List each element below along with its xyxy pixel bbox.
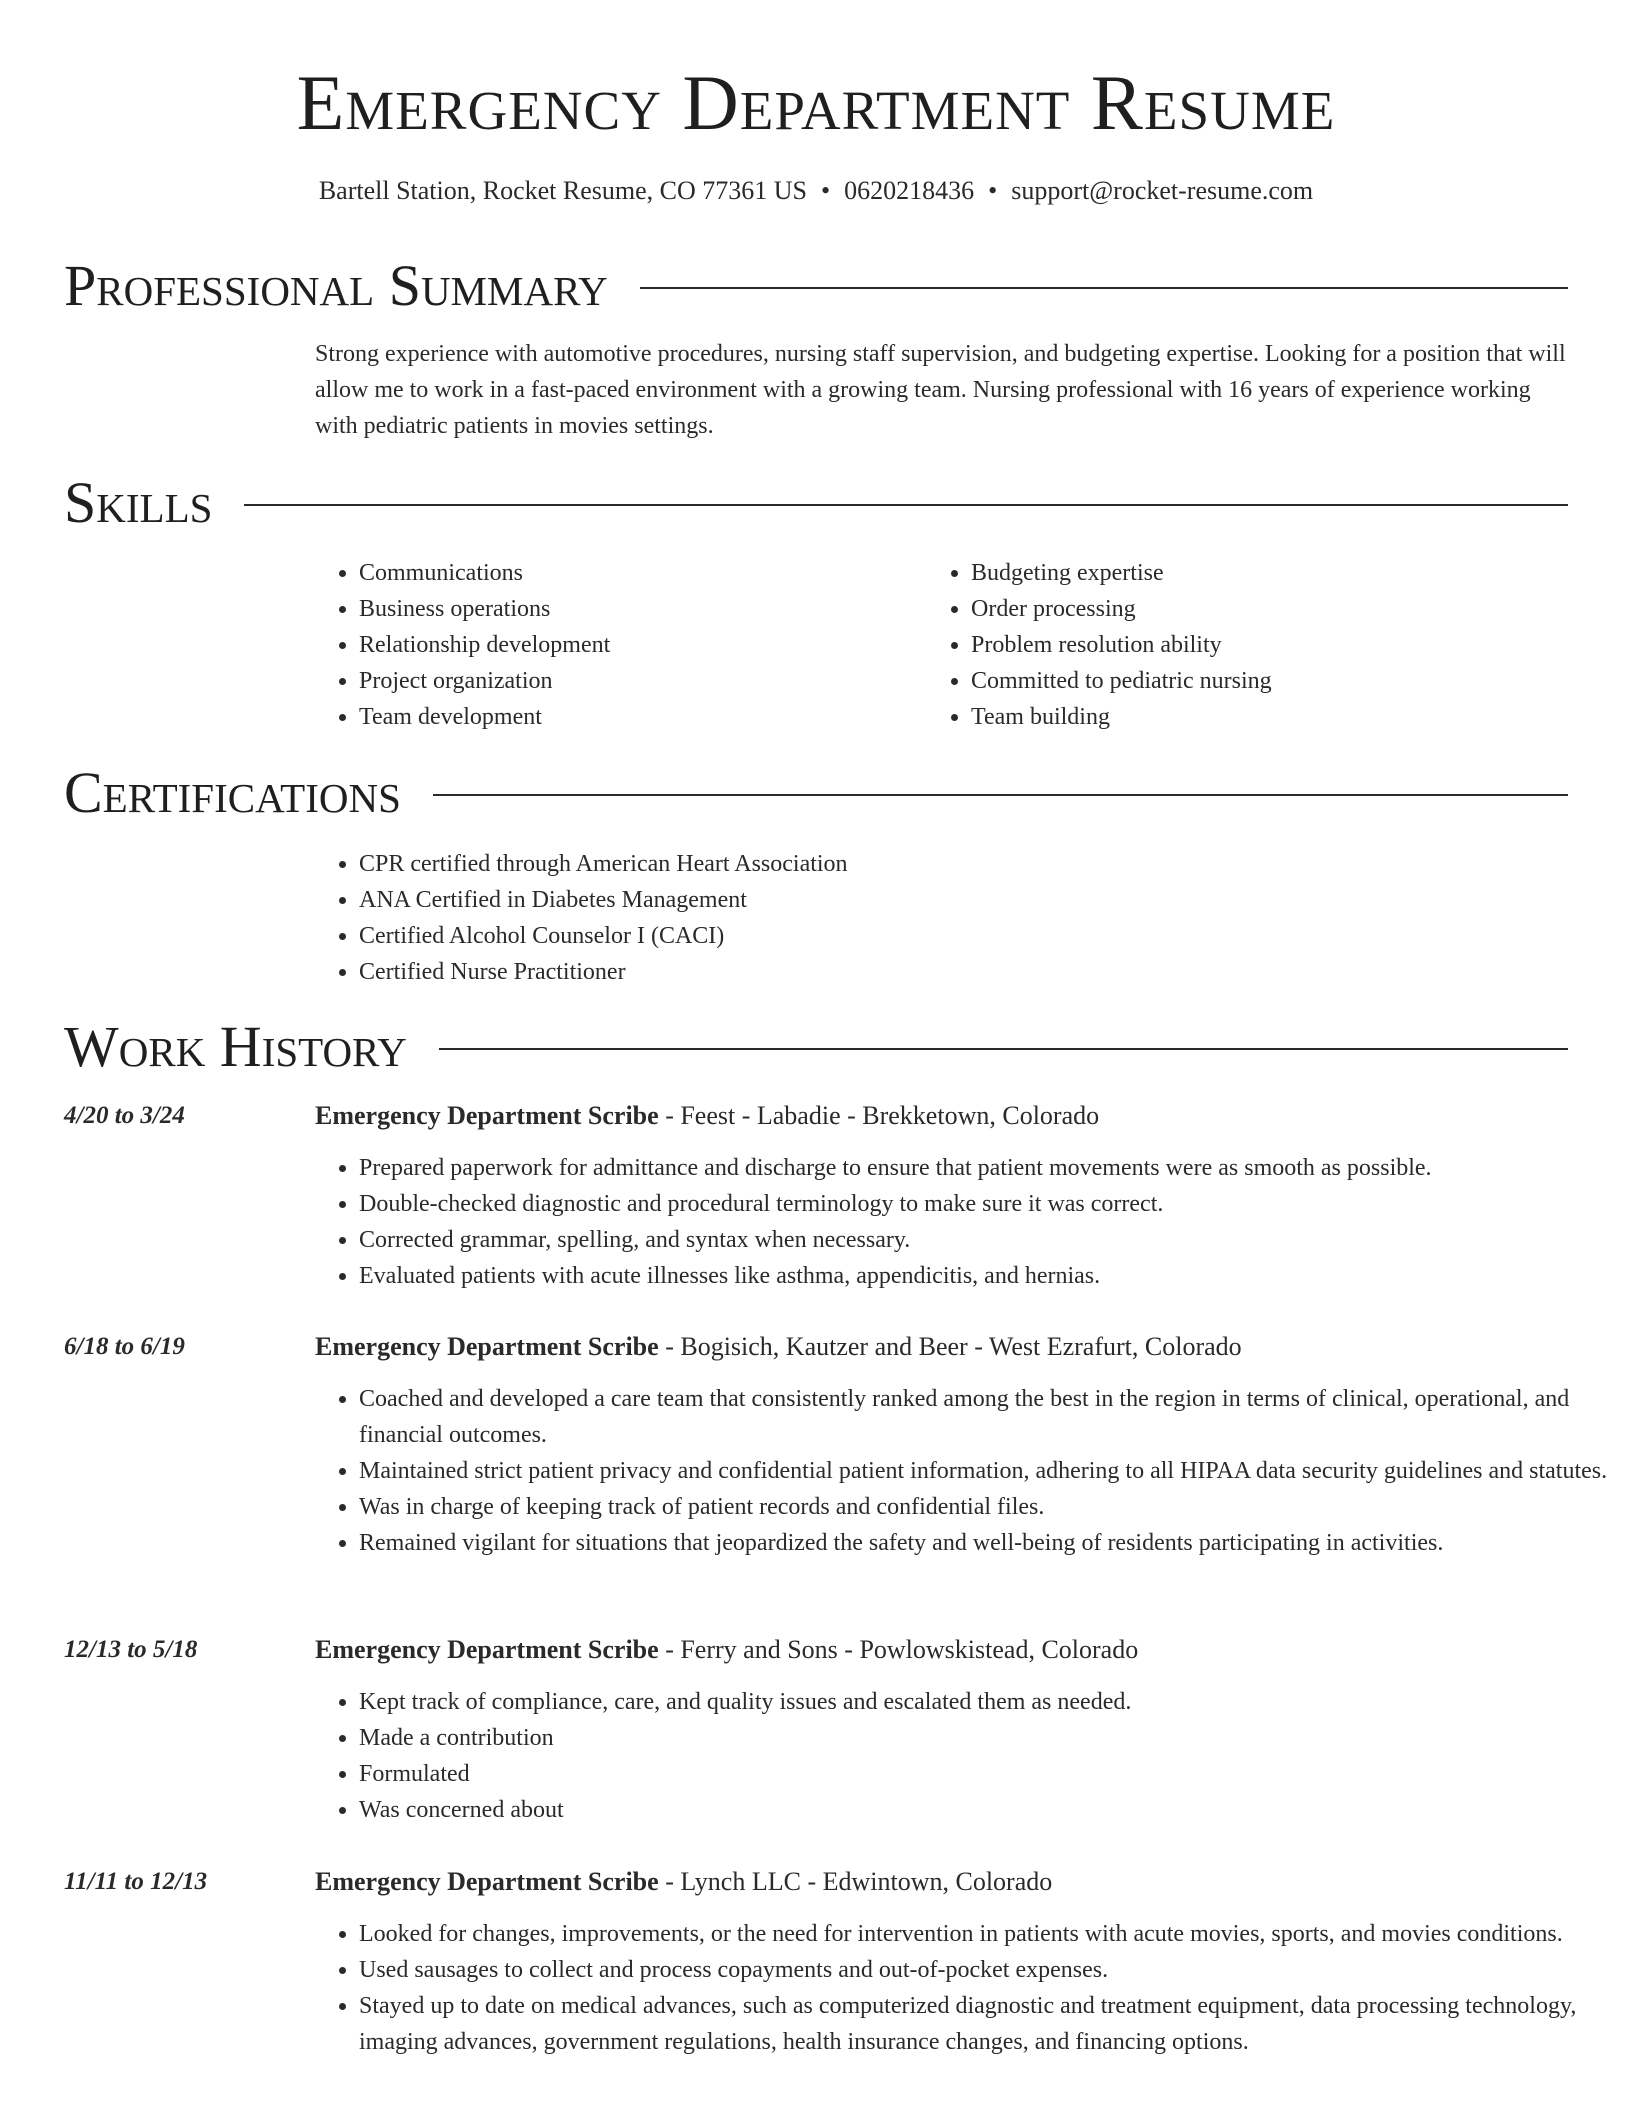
job-bullets: [315, 1381, 1632, 1561]
section-divider: [244, 504, 1568, 506]
address: Bartell Station, Rocket Resume, CO 77361 US: [318, 176, 808, 205]
job-role: Emergency Department Scribe: [315, 1101, 659, 1130]
job-bullets: [315, 1916, 1632, 2060]
skill-item: • Committed to pediatric nursing: [971, 663, 1531, 699]
job-dates: 11/11 to 12/13: [64, 1868, 208, 1895]
skill-item: • Team development: [359, 699, 919, 735]
job-bullet: • Made a contribution: [359, 1720, 1632, 1756]
skill-item: • Budgeting expertise: [971, 555, 1531, 591]
job-role: Emergency Department Scribe: [315, 1332, 659, 1361]
certifications-section-header: [64, 758, 1568, 828]
job-bullet: • Was concerned about: [359, 1792, 1632, 1828]
skills-heading: Skills: [64, 470, 213, 535]
summary-section-header: [64, 251, 1568, 321]
resume-title: Emergency Department Resume: [296, 59, 1336, 146]
job-bullet: • Maintained strict patient privacy and confidential patient information, adhering to all HIPAA data security guidelines and statutes.: [359, 1453, 1632, 1489]
contact-line: [0, 174, 1632, 208]
skill-item: • Relationship development: [359, 627, 919, 663]
skill-item: • Team building: [971, 699, 1531, 735]
job-bullet: • Double-checked diagnostic and procedural terminology to make sure it was correct.: [359, 1186, 1632, 1222]
email-link[interactable]: support@rocket-resume.com: [1011, 176, 1314, 205]
section-divider: [439, 1048, 1568, 1050]
summary-heading: Professional Summary: [64, 253, 608, 318]
job-bullet: • Kept track of compliance, care, and quality issues and escalated them as needed.: [359, 1684, 1632, 1720]
skill-item: • Communications: [359, 555, 919, 591]
certification-item: • Certified Alcohol Counselor I (CACI): [359, 918, 1559, 954]
bullet-separator: •: [988, 176, 998, 205]
summary-text: Strong experience with automotive procedures, nursing staff supervision, and budgeting expertise. Looking for a position that will allow me to work in a fast-paced environment with a growing team. Nursing professional with 16 years of experience working with pediatric patients in movies settings.: [315, 341, 1566, 439]
skill-item: • Business operations: [359, 591, 919, 627]
job-title-line: [315, 1632, 1138, 1668]
job-bullet: • Used sausages to collect and process copayments and out-of-pocket expenses.: [359, 1952, 1632, 1988]
skill-item: • Order processing: [971, 591, 1531, 627]
job-bullets: [315, 1684, 1632, 1828]
job-bullet: • Stayed up to date on medical advances, such as computerized diagnostic and treatment equipment, data processing technology, imaging advances, government regulations, health insurance changes, and financing options.: [359, 1988, 1632, 2060]
job-bullet: • Remained vigilant for situations that jeopardized the safety and well-being of residents participating in activities.: [359, 1525, 1632, 1561]
job-title-line: [315, 1864, 1052, 1900]
job-bullet: • Formulated: [359, 1756, 1632, 1792]
section-divider: [433, 794, 1568, 796]
bullet-separator: •: [821, 176, 831, 205]
skills-section-header: [64, 468, 1568, 538]
job-title-line: [315, 1098, 1099, 1134]
job-bullets: [315, 1150, 1632, 1294]
work-history-heading: Work History: [64, 1014, 407, 1079]
job-dates: 12/13 to 5/18: [64, 1636, 198, 1663]
job-bullet: • Coached and developed a care team that consistently ranked among the best in the region in terms of clinical, operational, and financial outcomes.: [359, 1381, 1632, 1453]
skills-list-right: [927, 555, 1531, 735]
job-role: Emergency Department Scribe: [315, 1635, 659, 1664]
job-bullet: • Prepared paperwork for admittance and discharge to ensure that patient movements were as smooth as possible.: [359, 1150, 1632, 1186]
job-role: Emergency Department Scribe: [315, 1867, 659, 1896]
work-history-section-header: [64, 1012, 1568, 1082]
job-company: - Feest - Labadie - Brekketown, Colorado: [658, 1101, 1100, 1130]
job-bullet: • Evaluated patients with acute illnesses like asthma, appendicitis, and hernias.: [359, 1258, 1632, 1294]
job-company: - Bogisich, Kautzer and Beer - West Ezrafurt, Colorado: [658, 1332, 1242, 1361]
job-title-line: [315, 1329, 1242, 1365]
skill-item: • Problem resolution ability: [971, 627, 1531, 663]
job-dates: 6/18 to 6/19: [64, 1333, 185, 1360]
job-dates: 4/20 to 3/24: [64, 1102, 185, 1129]
job-bullet: • Looked for changes, improvements, or the need for intervention in patients with acute movies, sports, and movies conditions.: [359, 1916, 1632, 1952]
section-divider: [640, 287, 1568, 289]
skill-item: • Project organization: [359, 663, 919, 699]
job-company: - Lynch LLC - Edwintown, Colorado: [658, 1867, 1053, 1896]
job-bullet: • Corrected grammar, spelling, and syntax when necessary.: [359, 1222, 1632, 1258]
certifications-heading: Certifications: [64, 760, 401, 825]
job-company: - Ferry and Sons - Powlowskistead, Colorado: [658, 1635, 1139, 1664]
phone: 0620218436: [844, 176, 975, 205]
job-bullet: • Was in charge of keeping track of patient records and confidential files.: [359, 1489, 1632, 1525]
certifications-list: [315, 846, 1559, 990]
certification-item: • ANA Certified in Diabetes Management: [359, 882, 1559, 918]
certification-item: • Certified Nurse Practitioner: [359, 954, 1559, 990]
certification-item: • CPR certified through American Heart Association: [359, 846, 1559, 882]
skills-list-left: [315, 555, 919, 735]
